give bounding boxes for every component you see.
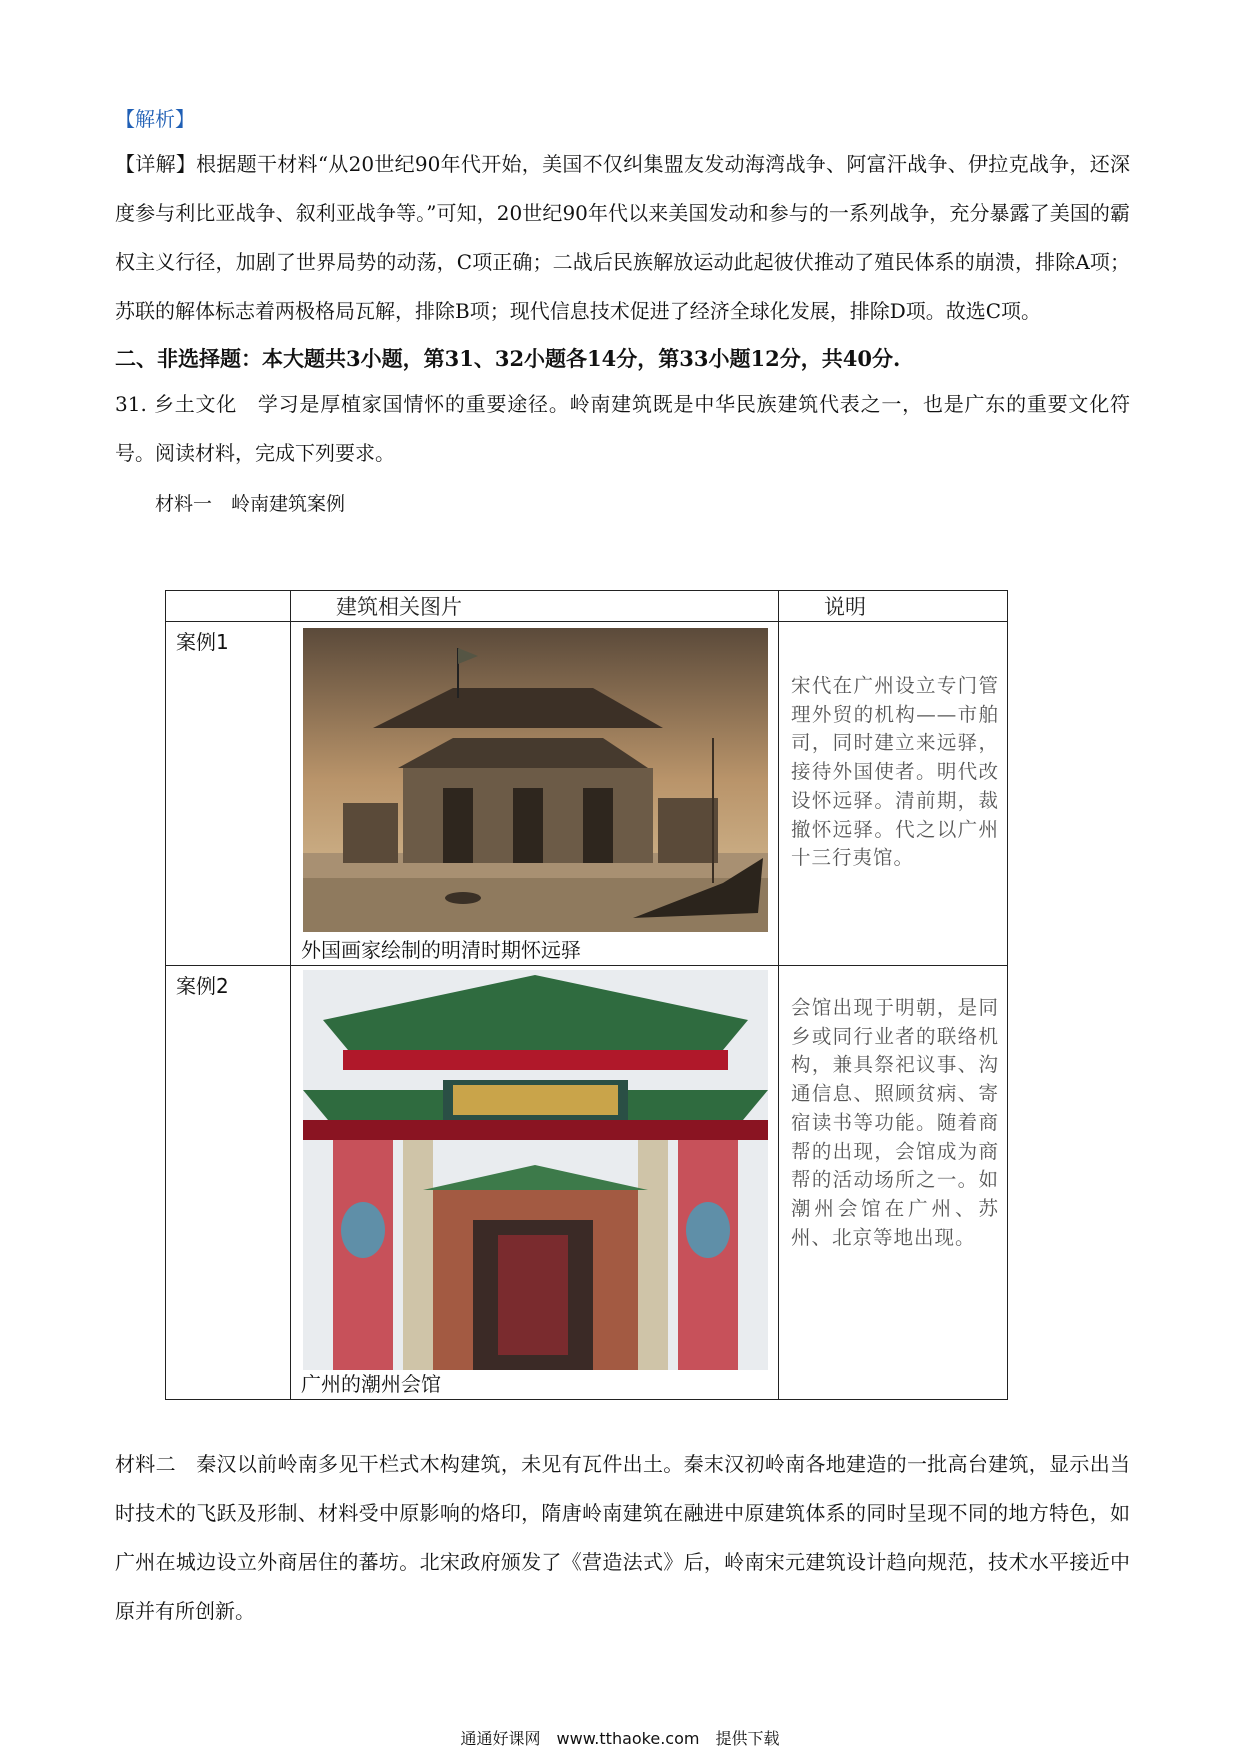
chaozhou-guild-hall-photo [303, 970, 768, 1370]
header-desc-cell [779, 591, 1008, 622]
analysis-detail: 【详解】根据题干材料“从20世纪90年代开始，美国不仅纠集盟友发动海湾战争、阿富汗战争、伊拉克战争，还深度参与利比亚战争、叙利亚战争等。”可知，20世纪90年代以来美国发动和参与的一系列战争，充分暴露了美国的霸权主义行径，加剧了世界局势的动荡，C项正确；二战后民族解放运动此起彼伏推动了殖民体系的崩溃，排除A项；苏联的解体标志着两极格局瓦解，排除B项；现代信息技术促进了经济全球化发展，排除D项。故选C项。 [115, 152, 1130, 323]
analysis-tag: 【解析】 [115, 107, 195, 131]
huaiyuan-posthouse-painting [303, 628, 768, 932]
header-image-cell [291, 591, 779, 622]
case-1-image-cell [291, 622, 779, 966]
table-row [166, 622, 1008, 966]
page-content [115, 98, 1130, 524]
question-31-text: 31. 乡土文化 学习是厚植家国情怀的重要途径。岭南建筑既是中华民族建筑代表之一，也是广东的重要文化符号。阅读材料，完成下列要求。 [115, 392, 1130, 465]
material-1-table [165, 590, 1008, 1400]
material-2-text: 材料二 秦汉以前岭南多见干栏式木构建筑，未见有瓦件出土。秦末汉初岭南各地建造的一批高台建筑，显示出当时技术的飞跃及形制、材料受中原影响的烙印，隋唐岭南建筑在融进中原建筑体系的同时呈现不同的地方特色，如广州在城边设立外商居住的蕃坊。北宋政府颁发了《营造法式》后，岭南宋元建筑设计趋向规范，技术水平接近中原并有所创新。 [115, 1452, 1130, 1623]
case-2-label: 案例2 [176, 974, 229, 998]
header-desc-label: 说明 [824, 595, 866, 619]
material-1-label: 材料一 岭南建筑案例 [155, 493, 346, 515]
case-label-cell [166, 622, 291, 966]
case-1-desc: 宋代在广州设立专门管理外贸的机构——市舶司，同时建立来远驿，接待外国使者。明代改设怀远驿。清前期，裁撤怀远驿。代之以广州十三行夷馆。 [791, 674, 999, 870]
case-1-caption: 外国画家绘制的明清时期怀远驿 [301, 938, 581, 962]
case-1-label: 案例1 [176, 630, 229, 654]
table-header-row [166, 591, 1008, 622]
table-row [166, 966, 1008, 1400]
page-footer: 通通好课网 www.tthaoke.com 提供下载 [460, 1729, 780, 1748]
case-label-cell [166, 966, 291, 1400]
header-image-label: 建筑相关图片 [336, 595, 462, 619]
case-2-desc: 会馆出现于明朝，是同乡或同行业者的联络机构，兼具祭祀议事、沟通信息、照顾贫病、寄宿读书等功能。随着商帮的出现，会馆成为商帮的活动场所之一。如潮州会馆在广州、苏州、北京等地出现。 [791, 996, 999, 1249]
case-1-desc-cell [779, 622, 1008, 966]
case-2-caption: 广州的潮州会馆 [301, 1372, 441, 1396]
section-title: 二、非选择题：本大题共3小题，第31、32小题各14分，第33小题12分，共40分. [115, 346, 901, 371]
header-blank-cell [166, 591, 291, 622]
case-2-image-cell [291, 966, 779, 1400]
case-2-desc-cell [779, 966, 1008, 1400]
